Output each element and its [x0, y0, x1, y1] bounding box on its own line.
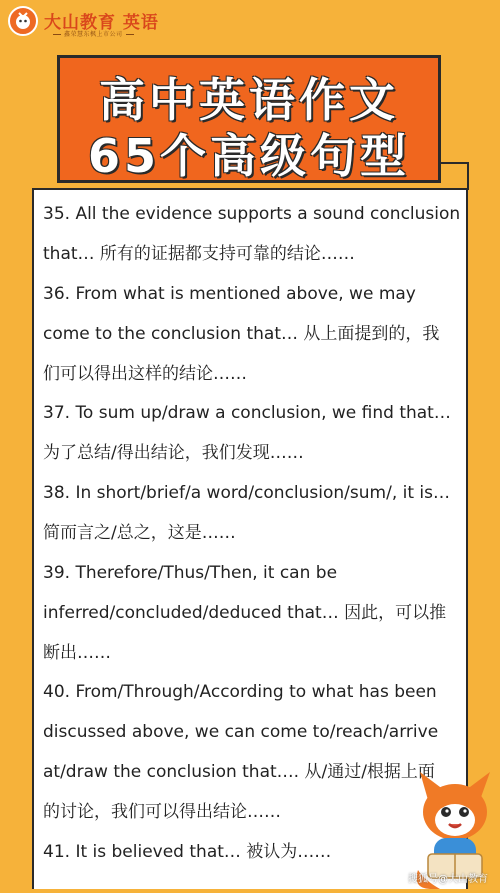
sentence-line: come to the conclusion that… 从上面提到的，我 [43, 324, 440, 344]
sentence-line: inferred/concluded/deduced that… 因此，可以推 [43, 603, 447, 623]
brand-name: 大山教育 英语 [44, 13, 159, 33]
sentence-line: 的讨论，我们可以得出结论…… [43, 802, 281, 822]
sentence-line: 们可以得出这样的结论…… [43, 364, 247, 384]
sentence-item-36 [43, 274, 465, 394]
sentence-line: 35. All the evidence supports a sound conclusion [43, 204, 461, 224]
sentence-line: 38. In short/brief/a word/conclusion/sum/, it is… [43, 483, 451, 503]
brand-tagline: 鑫荣慧东枫上市公司 [50, 29, 137, 38]
sentence-line: 39. Therefore/Thus/Then, it can be [43, 563, 338, 583]
card-corner-decoration [441, 162, 469, 190]
sentence-line: 简而言之/总之，这是…… [43, 523, 236, 543]
sentence-item-37 [43, 393, 465, 473]
sentence-line: 41. It is believed that… 被认为…… [43, 842, 332, 862]
sentence-line: 断出…… [43, 643, 111, 663]
sentence-line: discussed above, we can come to/reach/arrive [43, 722, 439, 742]
header-bar [0, 0, 500, 44]
sentence-item-39 [43, 553, 465, 673]
title-line-2: 65个高级句型 [87, 129, 410, 183]
title-banner [57, 55, 441, 183]
sentence-line: that… 所有的证据都支持可靠的结论…… [43, 244, 355, 264]
sentence-line: 40. From/Through/According to what has been [43, 682, 437, 702]
watermark-text: 搜狐号@大山教育 [408, 874, 488, 885]
sentence-line: at/draw the conclusion that…. 从/通过/根据上面 [43, 762, 435, 782]
brand-logo-icon [8, 6, 38, 36]
sentence-line: 37. To sum up/draw a conclusion, we find that… [43, 403, 451, 423]
sentence-item-38 [43, 473, 465, 553]
sentence-line: 为了总结/得出结论，我们发现…… [43, 443, 304, 463]
title-line-1: 高中英语作文 [99, 73, 399, 127]
sentence-item-35 [43, 194, 465, 274]
sentence-item-40 [43, 672, 465, 832]
sentence-line: 36. From what is mentioned above, we may [43, 284, 416, 304]
content-card [32, 188, 468, 889]
sentence-item-41 [43, 832, 465, 872]
